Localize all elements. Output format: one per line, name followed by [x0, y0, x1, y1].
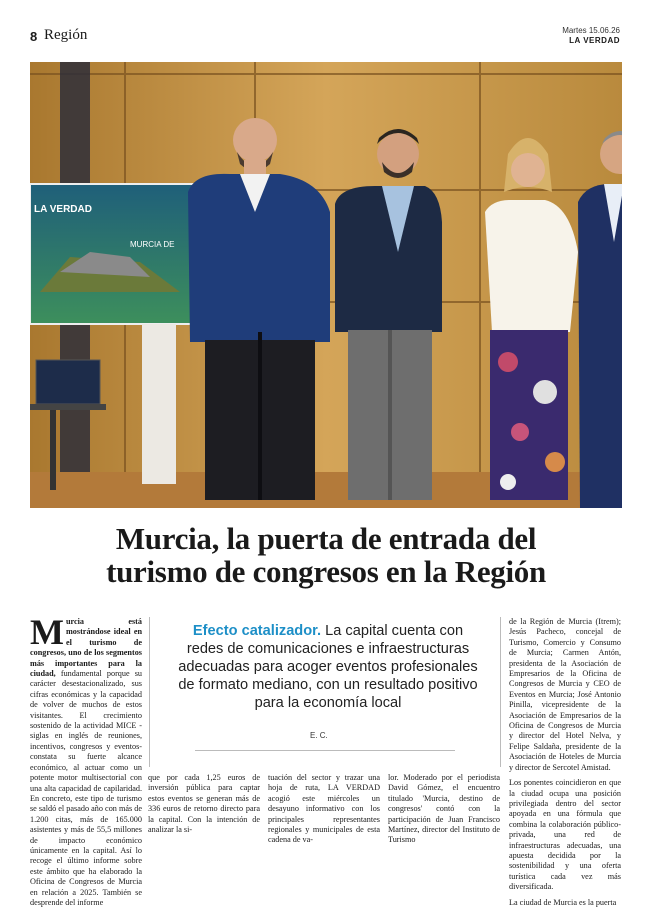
headline — [30, 522, 622, 588]
page-number: 8 — [30, 29, 38, 44]
article-column-3 — [268, 773, 380, 846]
article-column-1 — [30, 612, 143, 908]
article-column-5 — [509, 617, 621, 908]
pullquote-lead: Efecto catalizador. — [192, 623, 322, 639]
newspaper-name: LA VERDAD — [569, 36, 620, 45]
photo-illustration — [30, 62, 622, 508]
column-3-text: tuación del sector y trazar una hoja de ruta, LA VERDAD acogió este miércoles un desayuno informativo con los principales representantes regionales y municipales de esta cadena de va- — [268, 773, 380, 845]
article-photo — [30, 62, 622, 508]
column-divider — [500, 617, 501, 767]
section-name: Región — [44, 27, 88, 43]
pullquote — [178, 622, 478, 712]
pullquote-text: La capital cuenta con redes de comunicaciones e infraestructuras adecuadas para acoger eventos profesionales de formato mediano, con un resultado positivo para la economía local — [178, 623, 478, 711]
headline-line-2: turismo de congresos en la Región — [106, 554, 546, 589]
issue-date: Martes 15.06.26 — [562, 26, 620, 35]
column-5-text-b: Los ponentes coincidieron en que la ciudad ocupa una posición privilegiada dentro del sector apoyada en una fórmula que combina la colaboración público-privada, una red de infraestructuras adecuadas, una apuesta decidida por la sostenibilidad y una oferta turística cada vez más diversificada. — [509, 778, 621, 892]
article-column-4 — [388, 773, 500, 846]
drop-cap: M — [30, 612, 64, 652]
column-5-text-c: La ciudad de Murcia es la puerta — [509, 897, 617, 907]
column-4-text: lor. Moderado por el periodista David Gómez, el encuentro titulado 'Murcia, destino de congresos' contó con la participación de Juan Francisco Martínez, director del Instituto de Turismo — [388, 773, 500, 845]
byline: E. C. — [310, 731, 328, 740]
lead-text: urcia está mostrándose ideal en el turismo de congresos, uno de los segmentos más importantes para la ciudad, — [30, 617, 142, 679]
screen-logo: LA VERDAD — [34, 204, 92, 215]
column-5-text-a: de la Región de Murcia (Itrem); Jesús Pacheco, concejal de Turismo, Comercio y Consumo de Murcia; Carmen Antón, presidenta de la Asociación de Empresarios de la Oficina de Congresos de Murcia y CEO de Eventos en Murcia; José Antonio Pinilla, vicepresidente de la Asociación de Empresarios de la Oficina de Congresos de Murcia y director del Hotel Nelva, y Felipe Saldaña, presidente de la Asociación de Hoteles de Murcia y director de Sercotel Amistad. — [509, 617, 621, 772]
column-divider — [149, 617, 150, 767]
page-header — [30, 27, 620, 47]
pullquote-rule — [195, 750, 455, 751]
screen-caption: MURCIA DE — [130, 240, 175, 249]
column-2-text: que por cada 1,25 euros de inversión pública para captar estos eventos se generan más de 336 euros de retorno directo para la capital. Con la intención de analizar la si- — [148, 773, 260, 835]
column-1-text: fundamental porque su carácter desestacionalizado, sus cifras económicas y la capacidad de volver de muchos de estos visitantes. El crecimiento sostenido de la actividad MICE -siglas en inglés de reuniones, incentivos, congresos y eventos- constata su fuerte alcance económico, al actuar como un potente motor multisectorial con una alta capacidad de capilaridad. En concreto, este tipo de turismo se saldó el pasado año con más de 1.200 citas, más de 165.000 asistentes y más de 55,5 millones de impacto económico únicamente en la capital. Así lo recoge el último informe sobre este ámbito que ha elaborado la Oficina de Congresos de Murcia en relación a 2025. También se desprende del informe — [30, 669, 143, 907]
headline-line-1: Murcia, la puerta de entrada del — [115, 521, 537, 556]
article-column-2 — [148, 773, 260, 835]
